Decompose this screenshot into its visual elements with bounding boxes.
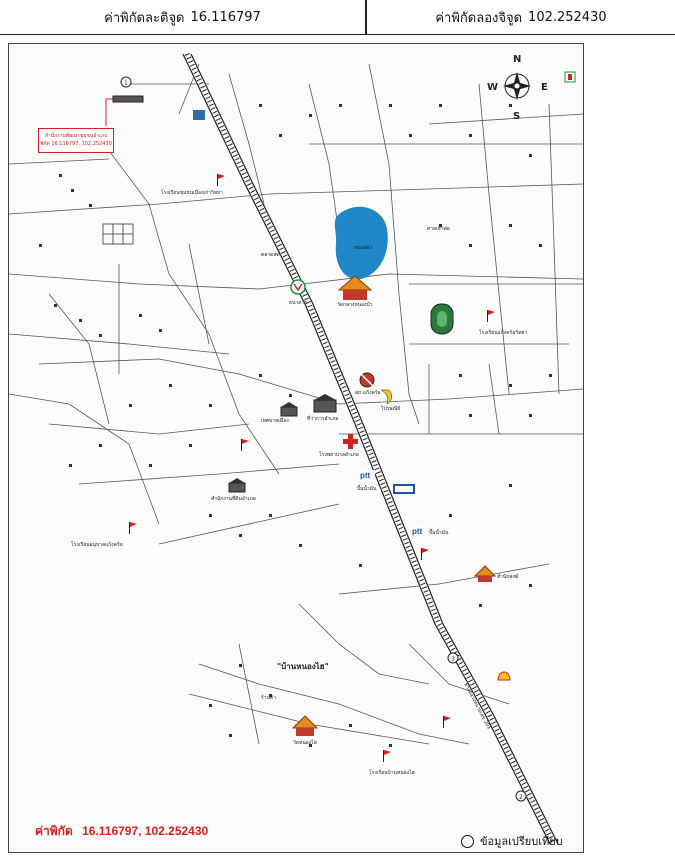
footer-coordinate [35, 822, 208, 841]
compass-icon [503, 72, 531, 100]
store-icon [393, 484, 415, 494]
map-frame [8, 43, 584, 853]
callout-line-1: สำนักงานพัฒนาชุมชนอำเภอ [44, 133, 108, 139]
market-label: ตลาดสด [261, 252, 280, 258]
district-office-icon [314, 394, 336, 412]
bank-label: ธนาคาร [289, 300, 308, 306]
ptt-station-2-icon [411, 526, 427, 536]
police-label: สภ.แก้งคร้อ [355, 390, 381, 396]
compass-n: N [513, 54, 522, 65]
longitude-value: 102.252430 [528, 9, 607, 25]
post-office-label: ไปรษณีย์ [381, 406, 401, 412]
longitude-label: ค่าพิกัดลองจิจูด [435, 10, 523, 26]
land-office-label: สำนักงานที่ดินอำเภอ [211, 496, 256, 502]
map-canvas [9, 44, 583, 852]
temple-main-label: วัดกลางหนองบัว [337, 302, 373, 308]
school-west-label: โรงเรียนอนุบาลแก้งคร้อ [71, 542, 123, 548]
footer-coord-prefix: ค่าพิกัด [35, 824, 73, 838]
village-grid-icon [103, 224, 133, 244]
route-number-2: 2 [519, 794, 523, 801]
svg-text:ptt: ptt [412, 527, 423, 536]
school-main-label: โรงเรียนชุมชนเมืองเก่าวิทยา [161, 190, 223, 196]
callout-line-2: พิกัด 16.116797, 102.252430 [40, 141, 112, 147]
minor-roads [9, 64, 583, 744]
latitude-label: ค่าพิกัดละติจูด [104, 10, 185, 26]
temple-east-label: สำนักสงฆ์ [497, 574, 519, 580]
municipal-label: เทศบาลเมือง [261, 418, 289, 424]
temple-south-label: วัดหนองไฮ [293, 740, 317, 746]
ptt-station-2-label: ปั๊มน้ำมัน [429, 530, 449, 536]
latitude-value: 16.116797 [190, 9, 261, 25]
compass-e: E [541, 82, 548, 93]
pond-shape [335, 207, 388, 280]
pond-label: หนองบัว [354, 245, 373, 251]
shrine-label: ศาลเจ้าพ่อ [427, 226, 450, 232]
stadium-icon [431, 304, 453, 334]
longitude-cell [367, 0, 675, 34]
compass-s: S [513, 111, 521, 122]
building-strip-icon [113, 96, 143, 102]
hospital-label: โรงพยาบาลอำเภอ [319, 452, 359, 458]
ptt-station-1-icon [359, 470, 375, 480]
district-office-label: ที่ว่าการอำเภอ [307, 416, 339, 422]
hospital-icon [343, 434, 358, 449]
village-shop-label: ร้านค้า [261, 695, 277, 701]
route-number-1: 1 [124, 80, 128, 87]
route-number-3: 3 [451, 656, 455, 663]
school-south-label: โรงเรียนบ้านหนองไฮ [369, 770, 415, 776]
footer-coord-value: 16.116797, 102.252430 [82, 824, 209, 838]
legend-circle-icon [461, 835, 474, 848]
temple-south-icon [293, 716, 317, 736]
land-office-icon [229, 478, 245, 492]
latitude-cell [0, 0, 367, 34]
compass-w: W [487, 82, 499, 93]
shell-icon [498, 672, 510, 680]
target-callout [38, 128, 114, 153]
bank-icon [291, 280, 305, 294]
main-highway [183, 54, 558, 844]
municipal-icon [281, 402, 297, 416]
legend [461, 832, 563, 850]
temple-east-icon [475, 566, 495, 582]
police-icon [360, 373, 374, 387]
village-title: "บ้านหนองไฮ" [277, 662, 329, 671]
ptt-station-1-label: ปั๊มน้ำมัน [357, 486, 377, 492]
school-flag-icon [129, 174, 495, 762]
small-building-icon [193, 110, 205, 120]
svg-text:ptt: ptt [360, 471, 371, 480]
store-7eleven-icon [565, 72, 575, 82]
coordinate-header [0, 0, 675, 35]
legend-label: ข้อมูลเปรียบเทียบ [480, 835, 563, 848]
building-markers [39, 104, 552, 747]
school-sport-label: โรงเรียนแก้งคร้อวิทยา [479, 330, 528, 336]
highway-label: ทางหลวงหมายเลข 201 [462, 682, 492, 731]
